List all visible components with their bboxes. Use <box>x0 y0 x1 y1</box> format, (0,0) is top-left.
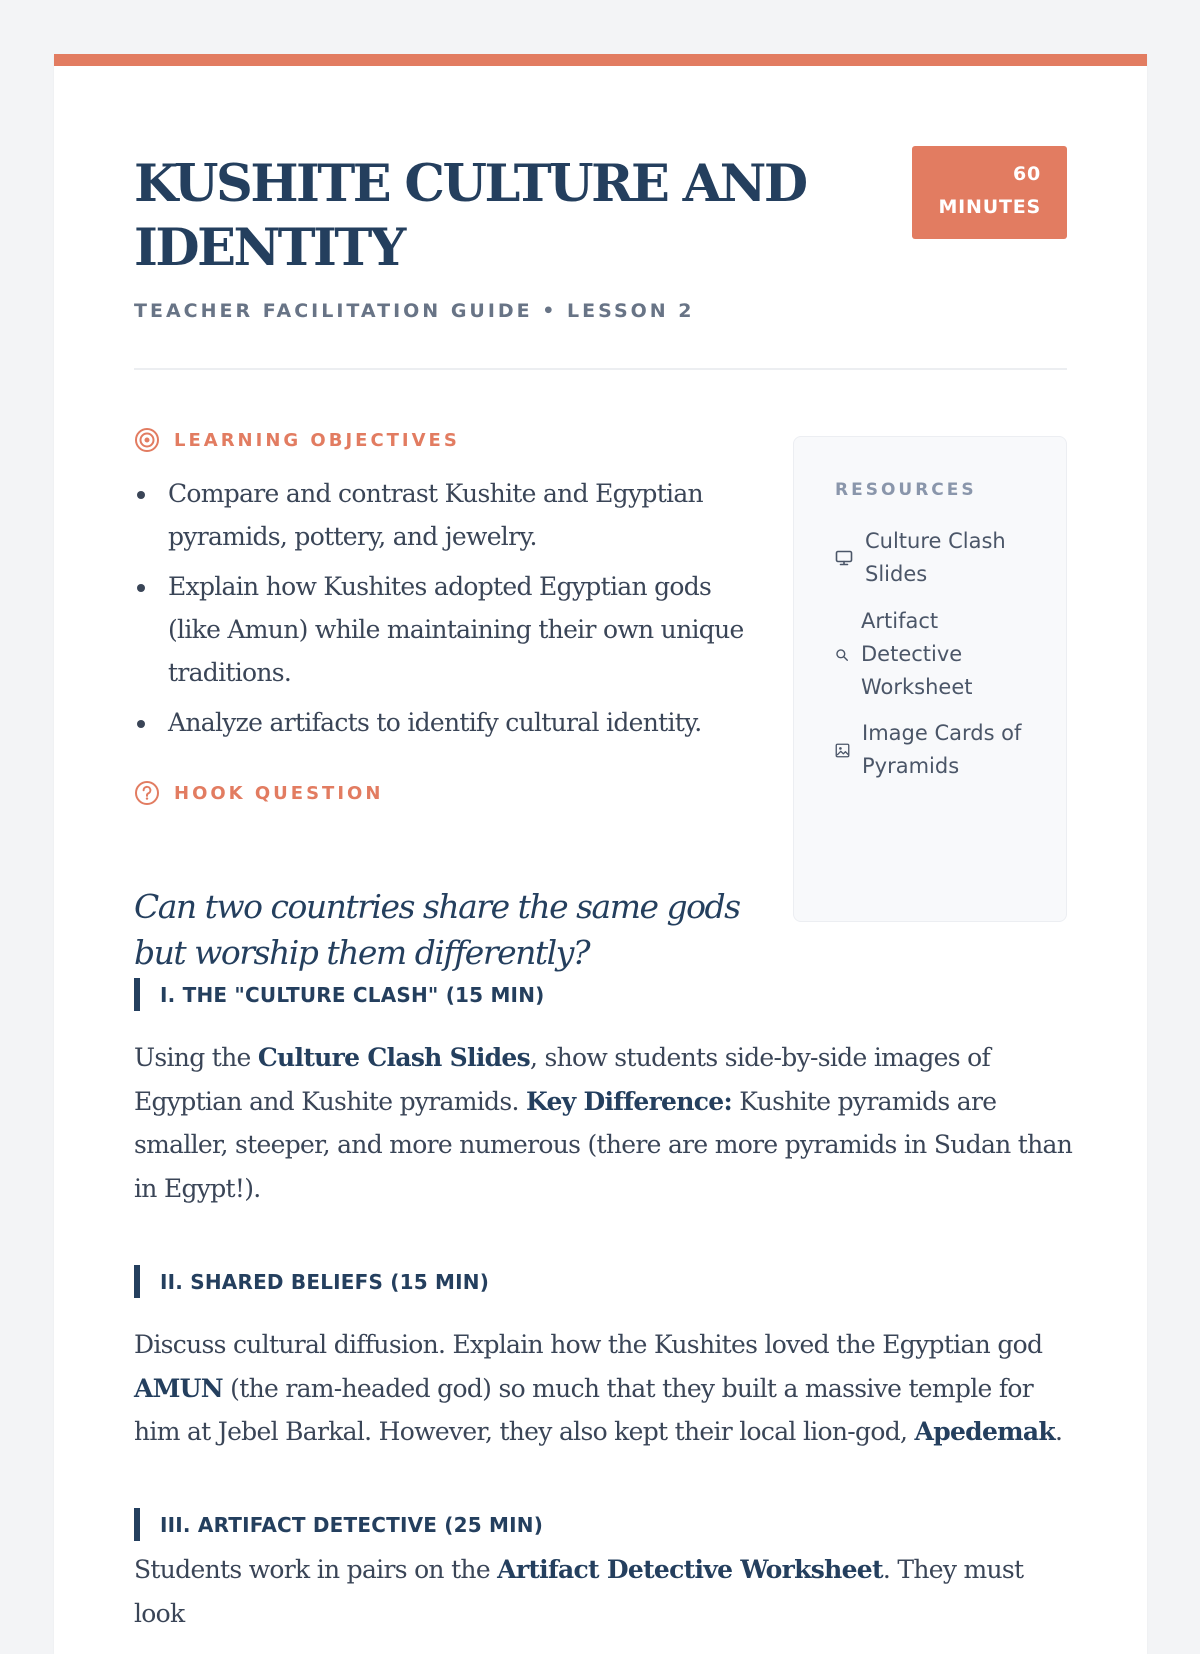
section-body-culture-clash <box>134 1036 1074 1210</box>
question-circle-icon <box>134 780 160 806</box>
body-text: . They must look <box>134 1555 1024 1628</box>
section-heading-text: III. ARTIFACT DETECTIVE (25 MIN) <box>160 1512 544 1537</box>
list-item: Explain how Kushites adopted Egyptian gods (like Amun) while maintaining their own unique traditions. <box>134 565 754 694</box>
resource-label: Artifact Detective Worksheet <box>861 609 973 699</box>
resource-label: Image Cards of Pyramids <box>862 721 1022 778</box>
resource-label: Culture Clash Slides <box>865 529 1006 586</box>
body-text: (the ram-headed god) so much that they built a massive temple for him at Jebel Barkal. However, they also kept their local lion-god, <box>134 1373 1033 1446</box>
section-marker <box>134 978 140 1011</box>
body-text: Using the <box>134 1043 258 1072</box>
resource-reference: Culture Clash Slides <box>257 1043 530 1072</box>
key-term: Key Difference: <box>525 1086 733 1116</box>
section-heading-text: I. THE "CULTURE CLASH" (15 MIN) <box>160 982 545 1007</box>
section-body-shared-beliefs <box>134 1323 1074 1454</box>
objectives-list <box>134 472 754 751</box>
image-icon <box>835 743 850 758</box>
section-marker <box>134 1265 140 1298</box>
key-term: AMUN <box>134 1373 223 1403</box>
lesson-card <box>54 54 1147 1654</box>
duration-badge <box>912 146 1067 239</box>
resources-panel <box>793 436 1067 922</box>
section-heading-artifact-detective <box>134 1508 543 1541</box>
objectives-label: LEARNING OBJECTIVES <box>174 429 460 451</box>
list-item: Compare and contrast Kushite and Egyptian pyramids, pottery, and jewelry. <box>134 472 754 558</box>
resource-item-worksheet[interactable] <box>835 605 985 704</box>
resource-item-slides[interactable] <box>835 525 1025 591</box>
resources-title: RESOURCES <box>835 480 977 500</box>
objectives-heading <box>134 427 460 453</box>
section-heading-shared-beliefs <box>134 1265 489 1298</box>
page-subtitle: TEACHER FACILITATION GUIDE • LESSON 2 <box>134 300 695 322</box>
body-text: , show students side-by-side images of Egyptian and Kushite pyramids. <box>134 1043 991 1116</box>
body-text: Students work in pairs on the <box>134 1555 498 1584</box>
resource-item-image-cards[interactable] <box>835 717 1045 783</box>
duration-unit: MINUTES <box>938 196 1041 218</box>
hook-label: HOOK QUESTION <box>174 782 384 804</box>
section-marker <box>134 1508 140 1541</box>
page-title: KUSHITE CULTURE AND IDENTITY <box>134 154 806 278</box>
monitor-icon <box>835 549 853 567</box>
duration-number: 60 <box>1012 163 1041 185</box>
resource-reference: Artifact Detective Worksheet <box>497 1555 883 1584</box>
key-term: Apedemak <box>914 1417 1056 1446</box>
header-divider <box>134 368 1067 370</box>
body-text: . <box>1055 1417 1063 1446</box>
section-heading-culture-clash <box>134 978 544 1011</box>
section-body-artifact-detective <box>134 1548 1074 1635</box>
target-icon <box>134 427 160 453</box>
list-item: Analyze artifacts to identify cultural identity. <box>134 701 754 744</box>
section-heading-text: II. SHARED BELIEFS (15 MIN) <box>160 1269 490 1294</box>
hook-heading <box>134 780 383 806</box>
body-text: Kushite pyramids are smaller, steeper, and more numerous (there are more pyramids in Sudan than in Egypt!). <box>134 1086 1073 1203</box>
search-icon <box>835 648 849 662</box>
body-text: Discuss cultural diffusion. Explain how the Kushites loved the Egyptian god <box>134 1330 1043 1359</box>
hook-question: Can two countries share the same gods but worship them differently? <box>134 887 740 972</box>
